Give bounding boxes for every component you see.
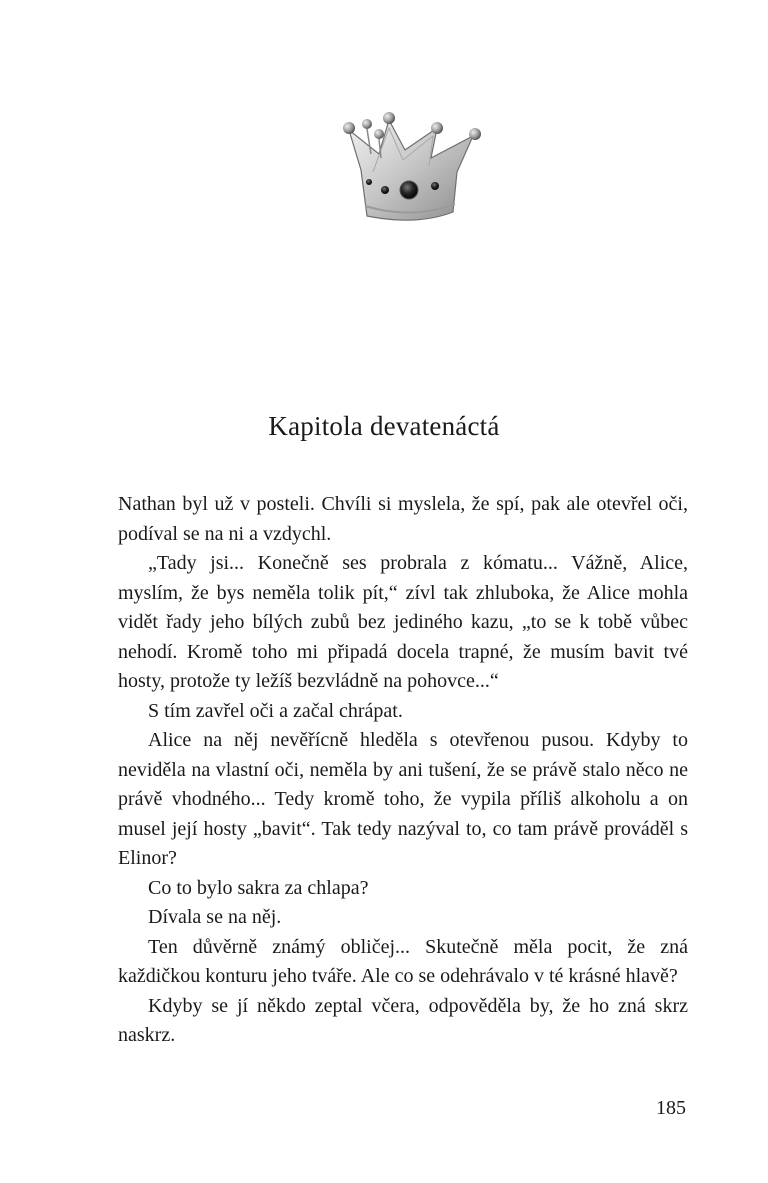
chapter-body	[118, 490, 688, 1051]
paragraph: Co to bylo sakra za chlapa?	[148, 876, 369, 899]
paragraph: Alice na něj nevěřícně hleděla s otevřenou pusou. Kdyby to neviděla na vlastní oči, neměla by ani tušení, že se právě stalo něco ne právě vhodného... Tedy kromě toho, že vypila příliš alkoholu a on musel její hosty „bavit“. Tak tedy nazýval to, co tam právě prováděl s Elinor?	[118, 729, 688, 869]
paragraph: Ten důvěrně známý obličej... Skutečně měla pocit, že zná každičkou konturu jeho tváře. Ale co se odehrávalo v té krásné hlavě?	[118, 935, 688, 987]
paragraph: Nathan byl už v posteli. Chvíli si myslela, že spí, pak ale otevřel oči, podíval se na ni a vzdychl.	[118, 493, 688, 545]
chapter-title: Kapitola devatenáctá	[268, 411, 500, 441]
page-number: 185	[656, 1097, 686, 1119]
crown-icon	[333, 108, 493, 228]
paragraph: Dívala se na něj.	[148, 906, 282, 928]
paragraph: Kdyby se jí někdo zeptal včera, odpověděla by, že ho zná skrz naskrz.	[118, 994, 688, 1046]
paragraph: „Tady jsi... Konečně ses probrala z kómatu... Vážně, Alice, myslím, že bys neměla tolik pít,“ zívl tak zhluboka, že Alice mohla vidět řady jeho bílých zubů bez jediného kazu, „to se k tobě vůbec nehodí. Kromě toho mi připadá docela trapné, že musím bavit tvé hosty, protože ty ležíš bezvládně na pohovce...“	[118, 552, 688, 692]
paragraph: S tím zavřel oči a začal chrápat.	[148, 699, 403, 722]
